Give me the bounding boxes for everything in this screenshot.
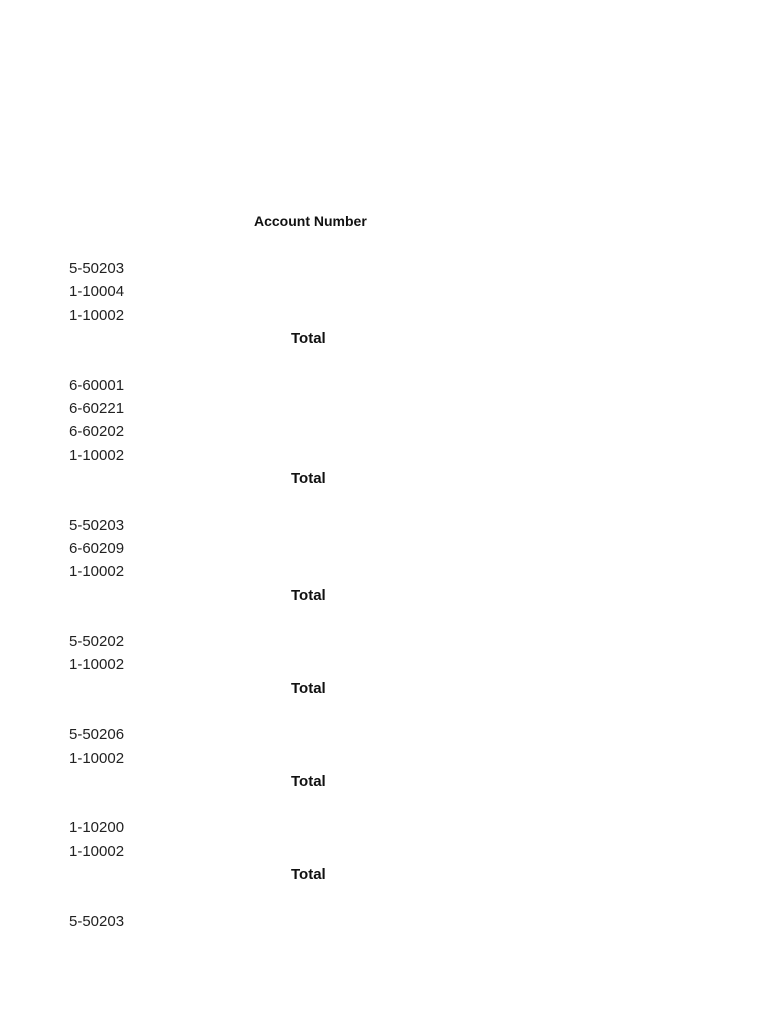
account-group <box>69 257 709 351</box>
account-number: 5-50206 <box>69 726 125 744</box>
account-number: 6-60209 <box>69 539 125 557</box>
account-number: 1-10002 <box>69 446 125 464</box>
total-label: Total <box>291 470 326 488</box>
account-number: 5-50203 <box>69 516 125 534</box>
account-groups <box>69 257 709 933</box>
total-label: Total <box>291 586 326 604</box>
account-group <box>69 630 709 700</box>
account-group <box>69 910 709 933</box>
account-number: 5-50203 <box>69 260 125 277</box>
account-number: 1-10002 <box>69 749 125 767</box>
total-label: Total <box>291 773 326 791</box>
account-number: 6-60202 <box>69 423 125 441</box>
account-number: 1-10004 <box>69 283 125 301</box>
account-number: 1-10002 <box>69 656 125 674</box>
account-group <box>69 816 709 886</box>
account-number: 5-50202 <box>69 633 125 651</box>
account-number: 5-50203 <box>69 912 125 930</box>
total-label: Total <box>291 866 326 884</box>
account-number: 1-10002 <box>69 563 125 581</box>
total-label: Total <box>291 330 326 348</box>
account-number-header: Account Number <box>254 213 367 229</box>
account-number: 1-10200 <box>69 819 125 837</box>
account-number: 6-60221 <box>69 399 125 417</box>
account-group <box>69 723 709 793</box>
total-label: Total <box>291 679 326 697</box>
account-group <box>69 514 709 608</box>
account-group <box>69 374 709 491</box>
account-number: 6-60001 <box>69 376 125 394</box>
account-number: 1-10002 <box>69 842 125 860</box>
account-number: 1-10002 <box>69 306 125 324</box>
